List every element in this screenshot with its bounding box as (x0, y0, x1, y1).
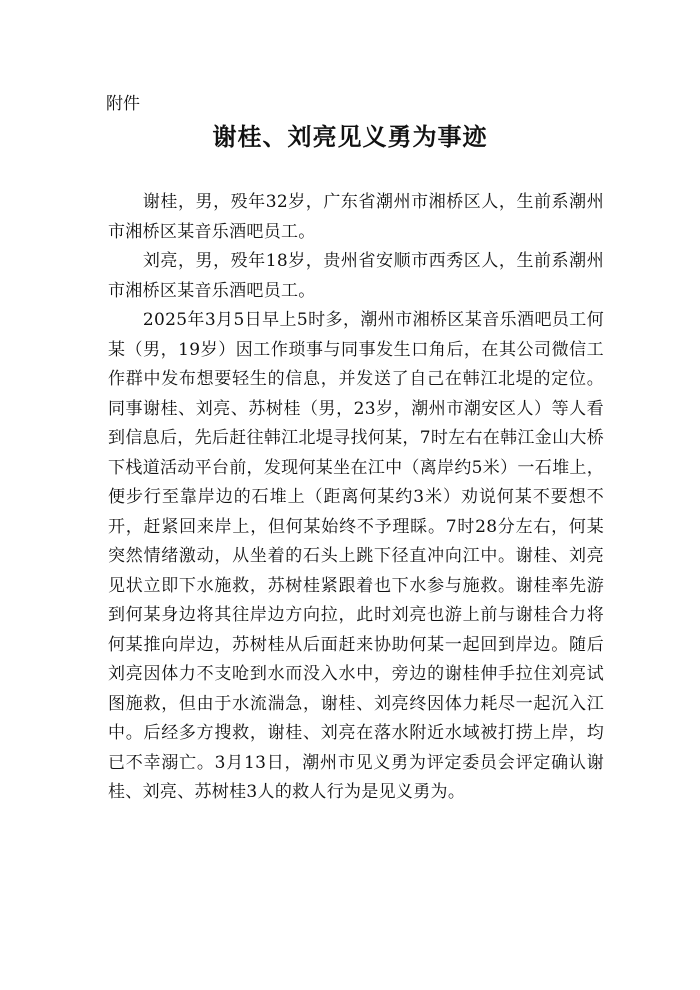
paragraph-xie-gui: 谢桂，男，殁年32岁，广东省潮州市湘桥区人，生前系潮州市湘桥区某音乐酒吧员工。 (108, 192, 604, 242)
document-body (108, 188, 604, 808)
attachment-label: 附件 (106, 94, 140, 114)
paragraph-deeds: 2025年3月5日早上5时多，潮州市湘桥区某音乐酒吧员工何某（男，19岁）因工作琐事与同事发生口角后，在其公司微信工作群中发布想要轻生的信息，并发送了自己在韩江北堤的定位。同事谢桂、刘亮、苏树桂（男，23岁，潮州市潮安区人）等人看到信息后，先后赶往韩江北堤寻找何某，7时左右在韩江金山大桥下栈道活动平台前，发现何某坐在江中（离岸约5米）一石堆上，便步行至靠岸边的石堆上（距离何某约3米）劝说何某不要想不开，赶紧回来岸上，但何某始终不予理睬。7时28分左右，何某突然情绪激动，从坐着的石头上跳下径直冲向江中。谢桂、刘亮见状立即下水施救，苏树桂紧跟着也下水参与施救。谢桂率先游到何某身边将其往岸边方向拉，此时刘亮也游上前与谢桂合力将何某推向岸边，苏树桂从后面赶来协助何某一起回到岸边。随后刘亮因体力不支呛到水而没入水中，旁边的谢桂伸手拉住刘亮试图施救，但由于水流湍急，谢桂、刘亮终因体力耗尽一起沉入江中。后经多方搜救，谢桂、刘亮在落水附近水域被打捞上岸，均已不幸溺亡。3月13日，潮州市见义勇为评定委员会评定确认谢桂、刘亮、苏树桂3人的救人行为是见义勇为。 (108, 310, 604, 802)
document-title: 谢桂、刘亮见义勇为事迹 (212, 122, 488, 151)
paragraph-liu-liang: 刘亮，男，殁年18岁，贵州省安顺市西秀区人，生前系潮州市湘桥区某音乐酒吧员工。 (108, 251, 604, 301)
